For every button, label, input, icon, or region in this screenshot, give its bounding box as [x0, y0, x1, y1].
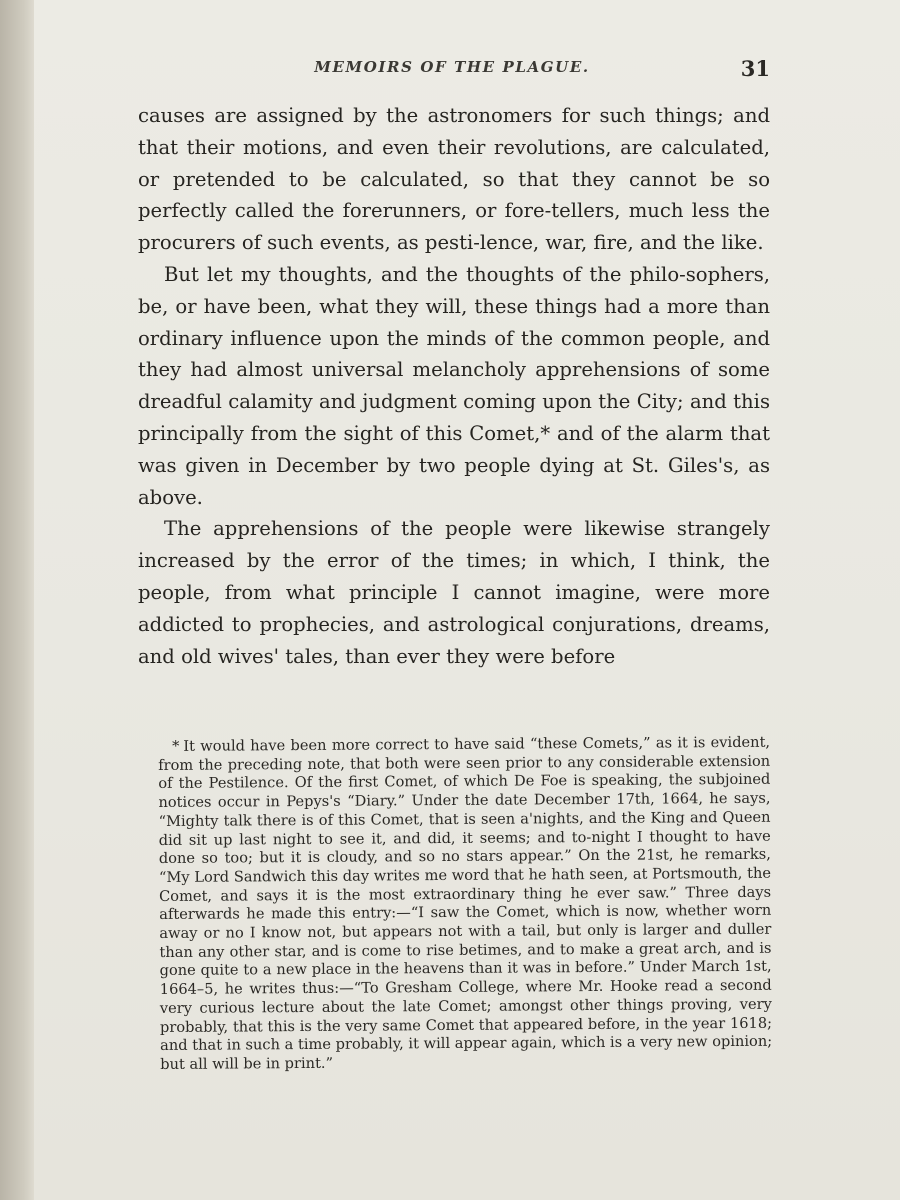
footnote [158, 734, 772, 1075]
paragraph-continued: causes are assigned by the astronomers for such things; and that their motions, and even their revolutions, are calculated, or pretended to be calculated, so that they cannot be so perfectly called the forerunners, or fore-tellers, much less the procurers of such events, as pesti-lence, war, fire, and the like. [138, 104, 770, 255]
page-number: 31 [740, 56, 770, 81]
paragraph: The apprehensions of the people were likewise strangely increased by the error of the times; in which, I think, the people, from what principle I cannot imagine, were more addicted to prophecies, and astrological conjurations, dreams, and old wives' tales, than ever they were before [138, 517, 770, 668]
footnote-marker: * [171, 737, 180, 755]
paragraph: But let my thoughts, and the thoughts of the philo-sophers, be, or have been, what they will, these things had a more than ordinary influence upon the minds of the common people, and they had almost universal melancholy apprehensions of some dreadful calamity and judgment coming upon the City; and this principally from the sight of this Comet,* and of the alarm that was given in December by two people dying at St. Giles's, as above. [138, 262, 770, 509]
footnote-text: It would have been more correct to have said “these Comets,” as it is evident, from the preceding note, that both were seen prior to any considerable extension of the Pestilence. Of the first Comet, of which De Foe is speaking, the subjoined notices occur in Pepys's “Diary.” Under the date December 17th, 1664, he says, “Mighty talk there is of this Comet, that is seen a'nights, and the King and Queen did sit up last night to see it, and did, it seems; and to-night I thought to have done so too; but it is cloudy, and so no stars appear.” On the 21st, he remarks, “My Lord Sandwich this day writes me word that he hath seen, at Portsmouth, the Comet, and says it is the most extraordinary thing he ever saw.” Three days afterwards he made this entry:—“I saw the Comet, which is now, whether worn away or no I know not, but appears not with a tail, but only is larger and duller than any other star, and is come to rise betimes, and to make a great arch, and is gone quite to a new place in the heavens than it was in before.” Under March 1st, 1664–5, he writes thus:—“To Gresham College, where Mr. Hooke read a second very curious lecture about the late Comet; amongst other things proving, very probably, that this is the very same Comet that appeared before, in the year 1618; and that in such a time probably, it will appear again, which is a very new opinion; but all will be in print.” [158, 733, 773, 1073]
running-title: MEMOIRS OF THE PLAGUE. [314, 58, 590, 76]
book-page [34, 0, 900, 1200]
body-text [138, 100, 770, 672]
footnote-block [158, 734, 772, 1075]
running-head [134, 56, 770, 84]
